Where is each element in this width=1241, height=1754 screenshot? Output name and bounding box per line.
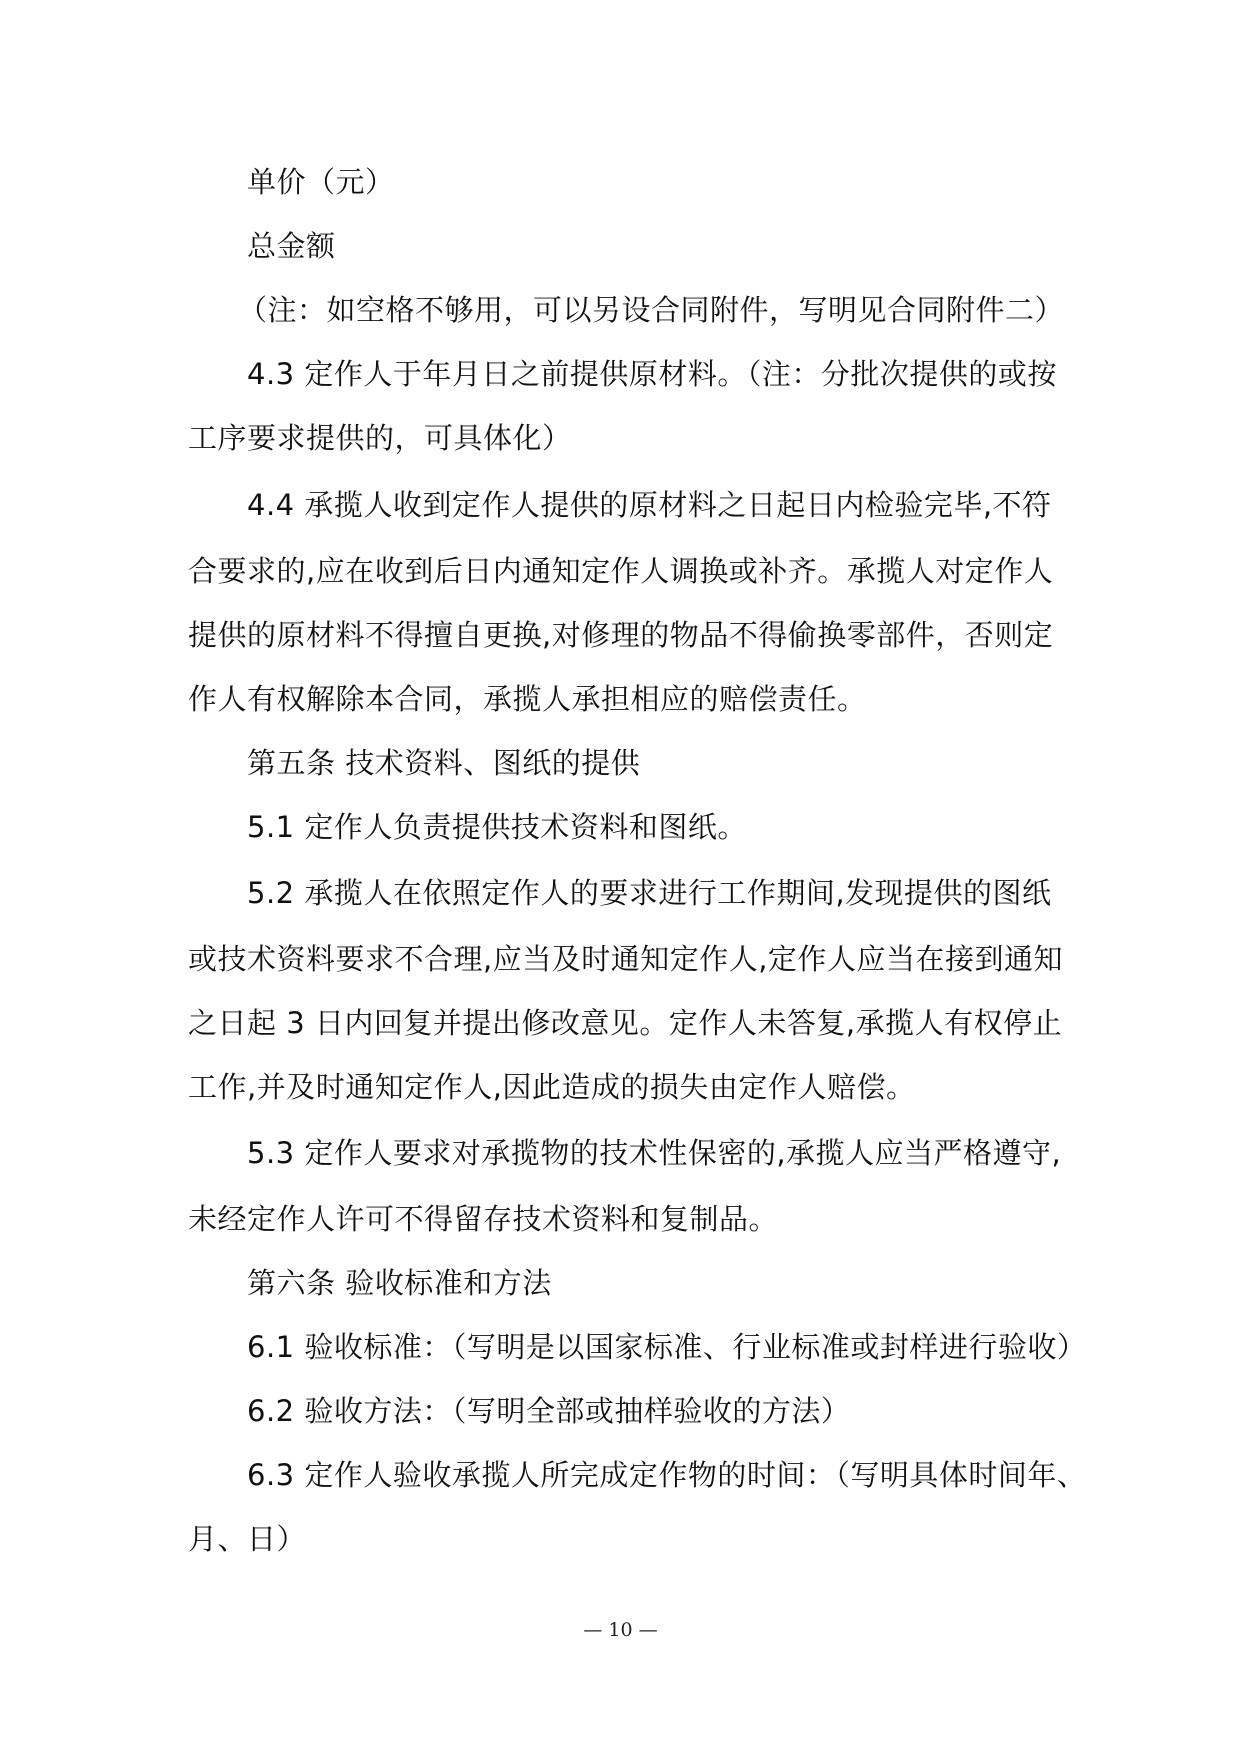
- paragraph-line: 6.3 定作人验收承揽人所完成定作物的时间：（写明具体时间年、: [247, 1458, 1087, 1492]
- paragraph-line: 提供的原材料不得擅自更换,对修理的物品不得偷换零部件，否则定: [188, 618, 1054, 652]
- paragraph-line: 月、日）: [188, 1522, 307, 1556]
- paragraph-line: 6.2 验收方法：（写明全部或抽样验收的方法）: [247, 1394, 851, 1428]
- paragraph-line: 合要求的,应在收到后日内通知定作人调换或补齐。承揽人对定作人: [188, 554, 1054, 588]
- paragraph-line: 工序要求提供的，可具体化）: [188, 421, 572, 455]
- paragraph-line: 5.2 承揽人在依照定作人的要求进行工作期间,发现提供的图纸: [247, 876, 1052, 910]
- paragraph-line: 总金额: [247, 229, 336, 263]
- paragraph-line: （注：如空格不够用，可以另设合同附件，写明见合同附件二）: [238, 293, 1065, 327]
- section-heading: 第五条 技术资料、图纸的提供: [247, 746, 641, 780]
- paragraph-line: 5.3 定作人要求对承揽物的技术性保密的,承揽人应当严格遵守,: [247, 1136, 1062, 1170]
- paragraph-line: 6.1 验收标准：（写明是以国家标准、行业标准或封样进行验收）: [247, 1330, 1087, 1364]
- paragraph-line: 之日起 3 日内回复并提出修改意见。定作人未答复,承揽人有权停止: [188, 1006, 1063, 1040]
- paragraph-line: 单价（元）: [247, 165, 395, 199]
- page-number: — 10 —: [583, 1619, 658, 1641]
- paragraph-line: 4.4 承揽人收到定作人提供的原材料之日起日内检验完毕,不符: [247, 488, 1052, 522]
- paragraph-line: 5.1 定作人负责提供技术资料和图纸。: [247, 810, 747, 844]
- paragraph-line: 作人有权解除本合同，承揽人承担相应的赔偿责任。: [188, 682, 867, 716]
- paragraph-line: 或技术资料要求不合理,应当及时通知定作人,定作人应当在接到通知: [188, 942, 1063, 976]
- paragraph-line: 未经定作人许可不得留存技术资料和复制品。: [188, 1202, 779, 1236]
- paragraph-line: 4.3 定作人于年月日之前提供原材料。（注：分批次提供的或按: [247, 357, 1057, 391]
- paragraph-line: 工作,并及时通知定作人,因此造成的损失由定作人赔偿。: [188, 1070, 916, 1104]
- section-heading: 第六条 验收标准和方法: [247, 1266, 552, 1300]
